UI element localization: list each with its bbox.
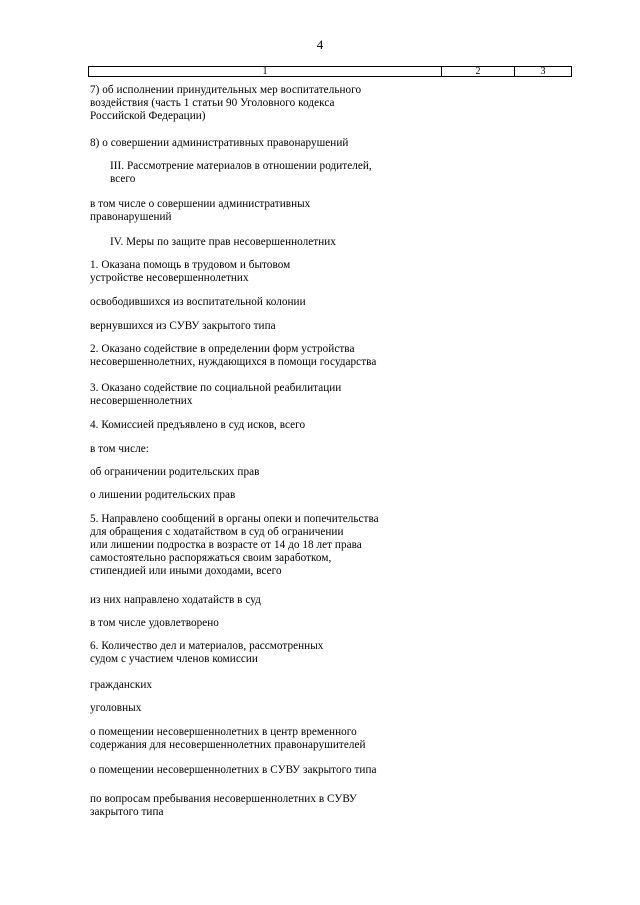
row-point-6-criminal: уголовных bbox=[90, 702, 142, 714]
row-point-1-suvu: вернувшихся из СУВУ закрытого типа bbox=[90, 320, 276, 332]
table-header-row bbox=[88, 66, 572, 77]
page-number: 4 bbox=[316, 37, 324, 52]
row-point-6: 6. Количество дел и материалов, рассмотренных судом с участием членов комиссии bbox=[90, 640, 324, 665]
row-point-6-suvu: о помещении несовершеннолетних в СУВУ закрытого типа bbox=[90, 764, 377, 776]
row-point-4-limit: об ограничении родительских прав bbox=[90, 466, 260, 478]
section-heading-3: III. Рассмотрение материалов в отношении родителей, всего bbox=[110, 160, 372, 185]
section-heading-4: IV. Меры по защите прав несовершеннолетних bbox=[110, 236, 336, 248]
row-point-1: 1. Оказана помощь в трудовом и бытовом устройстве несовершеннолетних bbox=[90, 259, 291, 284]
row-item-7: 7) об исполнении принудительных мер воспитательного воздействия (часть 1 статьи 90 Уголовного кодекса Российской Федерации) bbox=[90, 84, 362, 122]
header-cell-2: 2 bbox=[442, 67, 515, 76]
row-point-6-suvu-stay: по вопросам пребывания несовершеннолетних в СУВУ закрытого типа bbox=[90, 793, 357, 818]
row-item-8: 8) о совершении административных правонарушений bbox=[90, 137, 349, 149]
row-point-5: 5. Направлено сообщений в органы опеки и попечительства для обращения с ходатайством в суд об ограничении или лишении подростка в возрасте от 14 до 18 лет права самостоятельно распоряжаться своим заработком, стипендией или иными доходами, всего bbox=[90, 513, 379, 577]
row-point-6-temp-center: о помещении несовершеннолетних в центр временного содержания для несовершеннолетних правонарушителей bbox=[90, 726, 366, 751]
row-point-6-civil: гражданских bbox=[90, 679, 153, 691]
header-cell-3: 3 bbox=[540, 66, 546, 77]
header-cell-1: 1 bbox=[89, 67, 442, 76]
row-point-4-including: в том числе: bbox=[90, 443, 149, 455]
row-point-5-granted: в том числе удовлетворено bbox=[90, 617, 219, 629]
row-point-3: 3. Оказано содействие по социальной реабилитации несовершеннолетних bbox=[90, 382, 342, 407]
row-point-1-colony: освободившихся из воспитательной колонии bbox=[90, 296, 306, 308]
row-section-3-admin: в том числе о совершении административных правонарушений bbox=[90, 198, 311, 223]
row-point-4-deprive: о лишении родительских прав bbox=[90, 489, 236, 501]
row-point-5-petitions: из них направлено ходатайств в суд bbox=[90, 594, 261, 606]
row-point-2: 2. Оказано содействие в определении форм устройства несовершеннолетних, нуждающихся в помощи государства bbox=[90, 343, 377, 368]
row-point-4: 4. Комиссией предъявлено в суд исков, всего bbox=[90, 419, 306, 431]
